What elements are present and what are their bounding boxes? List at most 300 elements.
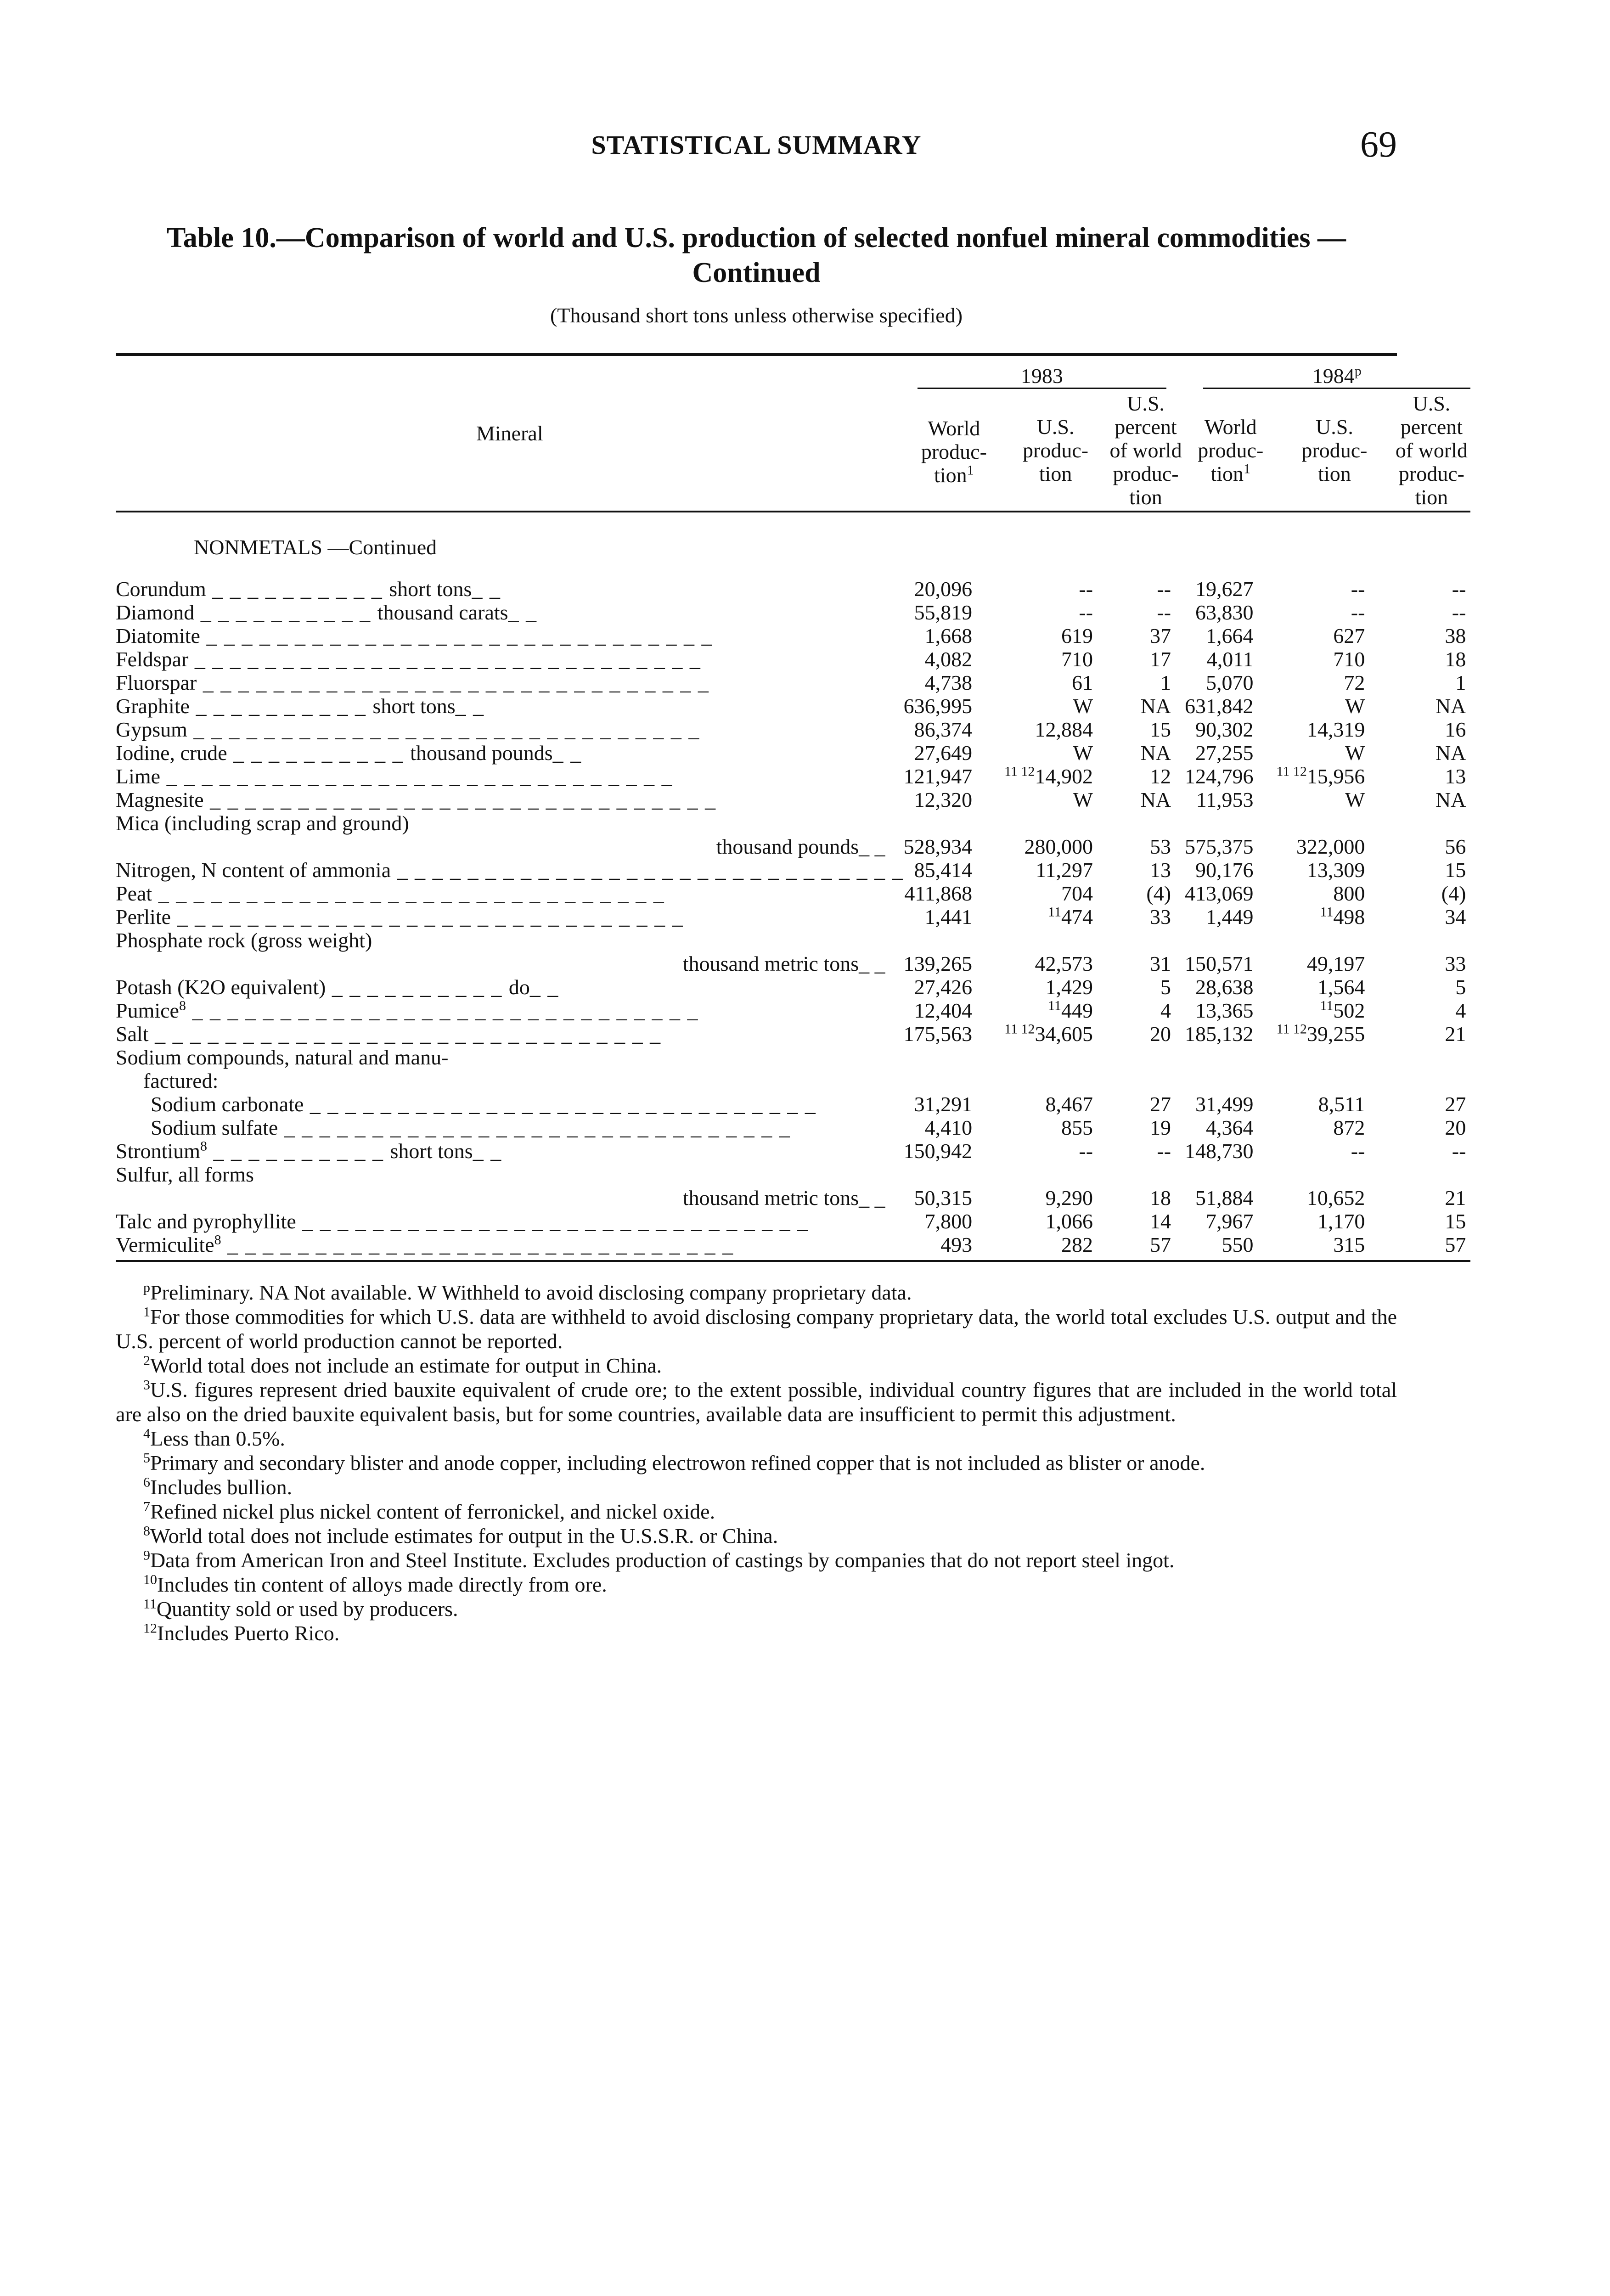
world-1983: 27,649	[914, 741, 973, 765]
mineral-unit: short tons	[372, 694, 456, 718]
mineral-unit: short tons	[390, 1139, 473, 1163]
footnote-mark: 11	[143, 1596, 157, 1612]
us-1983: W	[1073, 694, 1093, 718]
us-1984: W	[1345, 694, 1365, 718]
footnote-mark: 3	[143, 1377, 150, 1393]
pct-1983: 27	[1150, 1092, 1171, 1116]
footnote-text: Less than 0.5%.	[150, 1427, 285, 1450]
pct-1984: 13	[1445, 765, 1466, 788]
world-1983: 85,414	[914, 858, 973, 882]
pct-1984: 38	[1445, 624, 1466, 647]
mineral-name: Sodium carbonate	[151, 1092, 304, 1116]
pct-1983: 12	[1150, 765, 1171, 788]
mineral-cell	[116, 905, 904, 929]
leader-dots: _ _ _ _ _ _ _ _ _ _ _ _ _ _ _ _ _ _ _ _ _ _ _ _ _ _ _ _ _	[186, 999, 699, 1022]
world-1983: 636,995	[903, 694, 973, 718]
world-1984: 150,571	[1185, 952, 1254, 975]
table-row	[116, 765, 1470, 788]
us-1983: 42,573	[1035, 952, 1093, 975]
rows-group-f	[116, 1210, 1470, 1261]
world-1983: 4,410	[924, 1116, 973, 1139]
world-1984: 148,730	[1185, 1139, 1254, 1163]
pct-1984: 57	[1392, 1233, 1470, 1261]
us-1984: $^{11}$502	[1320, 998, 1365, 1022]
pct-1984: 4	[1455, 999, 1466, 1022]
table-row	[116, 577, 1470, 601]
world-1984: 1,449	[1206, 905, 1254, 929]
us-1983: 61	[1072, 671, 1093, 694]
us-1984: 872	[1333, 1116, 1365, 1139]
us-1984: W	[1345, 741, 1365, 765]
leader-dots: _ _ _ _ _ _ _ _ _ _ _ _ _ _ _ _ _ _ _ _ _ _ _ _ _ _ _ _ _	[278, 1116, 791, 1139]
us-1983: --	[1079, 601, 1093, 624]
leader-dots: _ _	[552, 741, 582, 765]
mineral-cell	[116, 1092, 904, 1116]
world-1984: 185,132	[1185, 1022, 1254, 1046]
pct-1983: 19	[1150, 1116, 1171, 1139]
leader-dots: _ _	[472, 577, 501, 601]
world-1983: 175,563	[903, 1022, 973, 1046]
footnote-text: Data from American Iron and Steel Institute. Excludes production of castings by companies that do not report steel ingot.	[150, 1548, 1175, 1572]
table-row	[116, 741, 1470, 765]
leader-dots: _ _ _ _ _ _ _ _ _ _ _ _ _ _ _ _ _ _ _ _ _ _ _ _ _ _ _ _ _	[221, 1233, 734, 1256]
table-title: Table 10.—Comparison of world and U.S. production of selected nonfuel mineral commodities —Continued	[167, 222, 1346, 288]
mineral-cell	[116, 1233, 904, 1261]
world-1983: 20,096	[914, 577, 973, 601]
pct-1984: 15	[1445, 858, 1466, 882]
us-1984: --	[1351, 1139, 1365, 1163]
footnote-text: For those commodities for which U.S. data are withheld to avoid disclosing company proprietary data, the world total excludes U.S. output and the U.S. percent of world production cannot be reported.	[116, 1305, 1397, 1353]
footnote	[116, 1572, 1397, 1597]
table-row	[116, 624, 1470, 647]
mineral-cell	[116, 718, 904, 741]
pct-1983: 31	[1150, 952, 1171, 975]
leader-dots: _ _ _ _ _ _ _ _ _ _	[194, 601, 377, 624]
leader-dots: _ _	[529, 975, 559, 999]
mineral-name: Vermiculite	[116, 1233, 214, 1256]
world-1983: 55,819	[914, 601, 973, 624]
mineral-name: Nitrogen, N content of ammonia	[116, 858, 391, 882]
us-1984: 800	[1333, 882, 1365, 905]
leader-dots: _ _ _ _ _ _ _ _ _ _ _ _ _ _ _ _ _ _ _ _ _ _ _ _ _ _ _ _ _	[296, 1210, 809, 1233]
mineral-cell	[116, 788, 904, 811]
world-1983: 1,441	[924, 905, 973, 929]
pct-1983: NA	[1140, 741, 1171, 765]
section-heading-row	[116, 512, 1470, 577]
world-1984: 631,842	[1185, 694, 1254, 718]
us-1984: $^{11 12}$15,956	[1276, 764, 1365, 788]
us-1983: 1,429	[1045, 975, 1093, 999]
leader-dots: _ _ _ _ _ _ _ _ _ _	[326, 975, 509, 999]
leader-dots: _ _ _ _ _ _ _ _ _ _ _ _ _ _ _ _ _ _ _ _ _ _ _ _ _ _ _ _ _	[152, 882, 665, 905]
footnote	[116, 1378, 1397, 1426]
us-1984: $^{11 12}$39,255	[1276, 1021, 1365, 1046]
pct-1983: --	[1157, 1139, 1171, 1163]
leader-dots: _ _	[473, 1139, 502, 1163]
mineral-cell	[116, 1022, 904, 1046]
leader-dots: _ _ _ _ _ _ _ _ _ _ _ _ _ _ _ _ _ _ _ _ _ _ _ _ _ _ _ _ _	[148, 1022, 662, 1046]
pct-1983: --	[1157, 577, 1171, 601]
mineral-name: Gypsum	[116, 718, 187, 741]
table-row	[116, 601, 1470, 624]
table-row	[116, 694, 1470, 718]
mineral-name: Perlite	[116, 905, 171, 929]
pct-1983: 5	[1160, 975, 1171, 999]
rows-group-c	[116, 975, 1470, 1046]
mineral-unit: thousand metric tons_ _	[682, 1186, 885, 1210]
table-row	[116, 1233, 1470, 1261]
world-1983: 27,426	[914, 975, 973, 999]
table-row	[116, 1210, 1470, 1233]
mineral-name: Salt	[116, 1022, 149, 1046]
table-row	[116, 1022, 1470, 1046]
mineral-cell	[116, 1210, 904, 1233]
leader-dots: _ _ _ _ _ _ _ _ _ _	[227, 741, 411, 765]
pct-1984: 34	[1445, 905, 1466, 929]
footnote-text: World total does not include estimates for output in the U.S.S.R. or China.	[150, 1524, 778, 1548]
footnote-mark: p	[143, 1280, 150, 1295]
footnote-text: Preliminary. NA Not available. W Withheld to avoid disclosing company proprietary data.	[150, 1281, 912, 1304]
world-1984: 413,069	[1185, 882, 1254, 905]
table-row	[116, 671, 1470, 694]
us-1983: 855	[1061, 1116, 1093, 1139]
world-1983: 4,082	[924, 647, 973, 671]
footnote-mark: 7	[143, 1499, 150, 1514]
mineral-name: Lime	[116, 765, 161, 788]
us-1984: 1,564	[1317, 975, 1365, 999]
leader-dots: _ _ _ _ _ _ _ _ _ _ _ _ _ _ _ _ _ _ _ _ _ _ _ _ _ _ _ _ _	[171, 905, 684, 929]
pct-1984: 21	[1445, 1186, 1466, 1210]
us-1984: 322,000	[1296, 835, 1365, 858]
footnote-text: World total does not include an estimate for output in China.	[150, 1354, 662, 1377]
world-1984: 550	[1185, 1233, 1277, 1261]
mineral-name: Diamond	[116, 601, 195, 624]
world-1984: 1,664	[1206, 624, 1254, 647]
table-row	[116, 905, 1470, 929]
footnote	[116, 1353, 1397, 1378]
footnote-mark: 8	[143, 1523, 150, 1539]
leader-dots: _ _ _ _ _ _ _ _ _ _	[189, 694, 373, 718]
footnote-mark: 6	[143, 1474, 150, 1490]
table-row	[116, 1139, 1470, 1163]
table-row	[116, 1186, 1470, 1210]
table-header	[116, 356, 1470, 512]
table-units-note: (Thousand short tons unless otherwise specified)	[550, 304, 963, 327]
world-1984: 63,830	[1195, 601, 1254, 624]
footnote-text: Includes tin content of alloys made directly from ore.	[157, 1573, 607, 1596]
mineral-name: Diatomite	[116, 624, 200, 647]
mineral-name: Fluorspar	[116, 671, 197, 694]
leader-dots: _ _ _ _ _ _ _ _ _ _ _ _ _ _ _ _ _ _ _ _ _ _ _ _ _ _ _ _ _	[160, 765, 673, 788]
footnote-mark: 8	[214, 1233, 221, 1248]
table-row	[116, 999, 1470, 1022]
mineral-name: Sodium compounds, natural and manu-	[116, 1046, 449, 1069]
mineral-name: Iodine, crude	[116, 741, 227, 765]
table-row	[116, 858, 1470, 882]
pct-1984: 33	[1445, 952, 1466, 975]
us-1983: W	[1073, 788, 1093, 811]
us-1984: 72	[1344, 671, 1365, 694]
world-1983: 7,800	[924, 1210, 973, 1233]
col-header-us-1983: U.S. produc- tion	[1004, 392, 1107, 512]
world-1984: 7,967	[1206, 1210, 1254, 1233]
pct-1983: 4	[1160, 999, 1171, 1022]
us-1984: --	[1351, 601, 1365, 624]
running-title: STATISTICAL SUMMARY	[591, 130, 922, 160]
table-row	[116, 975, 1470, 999]
pct-1983: 57	[1107, 1233, 1185, 1261]
page-number: 69	[1360, 124, 1397, 165]
table-row	[116, 1046, 1470, 1069]
us-1983: W	[1073, 741, 1093, 765]
footnote-text: Includes Puerto Rico.	[157, 1621, 340, 1645]
mineral-cell	[116, 999, 904, 1022]
footnote	[116, 1499, 1397, 1524]
mineral-cell	[116, 1116, 904, 1139]
footnote-mark: 11 12	[1004, 1021, 1035, 1037]
pct-1983: 20	[1150, 1022, 1171, 1046]
footnote	[116, 1621, 1397, 1645]
mineral-name: Magnesite	[116, 788, 204, 811]
us-1983: 704	[1061, 882, 1093, 905]
footnote-text: Includes bullion.	[150, 1475, 293, 1499]
us-1984: $^{11}$498	[1320, 904, 1365, 929]
col-group-1984: 1984$^p$	[1185, 356, 1470, 392]
pct-1984: --	[1452, 1139, 1466, 1163]
footnote	[116, 1451, 1397, 1475]
table-row	[116, 788, 1470, 811]
mineral-unit: short tons	[389, 577, 472, 601]
pct-1983: (4)	[1146, 882, 1171, 905]
table-row	[116, 1069, 1470, 1092]
leader-dots: _ _ _ _ _ _ _ _ _ _ _ _ _ _ _ _ _ _ _ _ _ _ _ _ _ _ _ _ _	[200, 624, 713, 647]
col-header-us-1984: U.S. produc- tion	[1277, 392, 1393, 512]
mineral-unit: thousand metric tons_ _	[682, 952, 885, 975]
world-1984: 13,365	[1195, 999, 1254, 1022]
leader-dots: _ _ _ _ _ _ _ _ _ _	[207, 1139, 390, 1163]
col-header-pct-1984: U.S. percent of world produc- tion	[1392, 392, 1470, 512]
footnote-mark: 11	[1048, 998, 1062, 1013]
mineral-unit: thousand pounds_ _	[716, 835, 885, 858]
mineral-name: Sodium sulfate	[151, 1116, 278, 1139]
pct-1984: 5	[1455, 975, 1466, 999]
footnote	[116, 1597, 1397, 1621]
col-group-1983: 1983	[904, 356, 1185, 392]
footnote-mark: 8	[200, 1139, 208, 1154]
world-1984: 90,302	[1195, 718, 1254, 741]
world-1984: 51,884	[1195, 1186, 1254, 1210]
mineral-name: Pumice	[116, 999, 179, 1022]
us-1983: 9,290	[1045, 1186, 1093, 1210]
document-page	[116, 124, 1468, 1645]
us-1983: 282	[1004, 1233, 1107, 1261]
table-row	[116, 952, 1470, 975]
mineral-cell	[116, 601, 904, 624]
pct-1983: 15	[1150, 718, 1171, 741]
pct-1984: --	[1452, 601, 1466, 624]
pct-1983: 1	[1160, 671, 1171, 694]
mineral-name-cont: factured:	[143, 1069, 219, 1092]
world-1983: 1,668	[924, 624, 973, 647]
us-1984: 627	[1333, 624, 1365, 647]
rows-group-phosphate	[116, 929, 1470, 975]
footnote-mark: 1	[143, 1304, 150, 1320]
mineral-cell	[116, 858, 904, 882]
leader-dots: _ _	[455, 694, 485, 718]
pct-1983: 17	[1150, 647, 1171, 671]
us-1984: 315	[1277, 1233, 1393, 1261]
us-1984: W	[1345, 788, 1365, 811]
mineral-cell	[116, 577, 904, 601]
footnotes	[116, 1280, 1397, 1645]
us-1983: 710	[1061, 647, 1093, 671]
footnote	[116, 1280, 1397, 1305]
world-1984: 5,070	[1206, 671, 1254, 694]
mineral-name: Feldspar	[116, 647, 189, 671]
table-row	[116, 1092, 1470, 1116]
table-row	[116, 811, 1470, 835]
world-1984: 28,638	[1195, 975, 1254, 999]
footnote-mark: 11 12	[1276, 764, 1307, 779]
us-1983: $^{11}$474	[1048, 904, 1093, 929]
mineral-cell	[116, 1139, 904, 1163]
rows-group-d	[116, 1092, 1470, 1139]
world-1984: 4,011	[1206, 647, 1254, 671]
world-1983: 31,291	[914, 1092, 973, 1116]
col-header-world-1983: World produc- tion$^1$	[904, 392, 1005, 512]
world-1983: 411,868	[904, 882, 973, 905]
table-body	[116, 512, 1470, 577]
us-1984: 10,652	[1306, 1186, 1365, 1210]
mineral-unit: thousand pounds	[410, 741, 553, 765]
us-1983: 1,066	[1045, 1210, 1093, 1233]
rows-group-a	[116, 577, 1470, 811]
pct-1984: 20	[1445, 1116, 1466, 1139]
footnote-mark: 10	[143, 1572, 157, 1587]
rows-group-mica	[116, 811, 1470, 858]
us-1983: --	[1079, 1139, 1093, 1163]
footnote-text: Refined nickel plus nickel content of ferronickel, and nickel oxide.	[150, 1500, 715, 1523]
table-row	[116, 718, 1470, 741]
footnote	[116, 1548, 1397, 1572]
us-1983: 619	[1061, 624, 1093, 647]
footnote	[116, 1426, 1397, 1451]
us-1984: 49,197	[1306, 952, 1365, 975]
pct-1984: NA	[1435, 741, 1466, 765]
world-1983: 139,265	[903, 952, 973, 975]
mineral-name: Graphite	[116, 694, 190, 718]
world-1983: 12,320	[914, 788, 973, 811]
footnote-mark: 11 12	[1004, 764, 1035, 779]
leader-dots: _ _ _ _ _ _ _ _ _ _ _ _ _ _ _ _ _ _ _ _ _ _ _ _ _ _ _ _ _	[203, 788, 717, 811]
rows-group-e	[116, 1139, 1470, 1163]
pct-1984: 56	[1445, 835, 1466, 858]
pct-1983: 33	[1150, 905, 1171, 929]
pct-1984: 21	[1445, 1022, 1466, 1046]
world-1984: 4,364	[1206, 1116, 1254, 1139]
production-table	[116, 356, 1470, 1262]
table-row	[116, 1163, 1470, 1186]
mineral-cell	[116, 624, 904, 647]
leader-dots: _ _ _ _ _ _ _ _ _ _ _ _ _ _ _ _ _ _ _ _ _ _ _ _ _ _ _ _ _	[304, 1092, 816, 1116]
world-1984: 31,499	[1195, 1092, 1254, 1116]
mineral-unit: thousand carats	[377, 601, 508, 624]
pct-1983: 14	[1150, 1210, 1171, 1233]
footnote	[116, 1305, 1397, 1353]
pct-1984: 16	[1445, 718, 1466, 741]
footnote-text: U.S. figures represent dried bauxite equivalent of crude ore; to the extent possible, individual country figures that are included in the world total are also on the dried bauxite equivalent basis, but for some countries, available data are insufficient to permit this adjustment.	[116, 1378, 1397, 1426]
pct-1983: 37	[1150, 624, 1171, 647]
world-1983: 50,315	[914, 1186, 973, 1210]
mineral-name: Peat	[116, 882, 152, 905]
mineral-cell	[116, 975, 904, 999]
table-row	[116, 1116, 1470, 1139]
pct-1983: 53	[1150, 835, 1171, 858]
mineral-name: Potash (K2O equivalent)	[116, 975, 326, 999]
us-1983: $^{11}$449	[1048, 998, 1093, 1022]
us-1984: 710	[1333, 647, 1365, 671]
pct-1983: --	[1157, 601, 1171, 624]
pct-1984: (4)	[1441, 882, 1466, 905]
world-1983: 12,404	[914, 999, 973, 1022]
mineral-name: Corundum	[116, 577, 206, 601]
pct-1984: 15	[1445, 1210, 1466, 1233]
running-header	[116, 124, 1397, 174]
us-1984: --	[1351, 577, 1365, 601]
footnote-mark: 11	[1320, 904, 1334, 920]
pct-1983: 18	[1150, 1186, 1171, 1210]
leader-dots: _ _ _ _ _ _ _ _ _ _ _ _ _ _ _ _ _ _ _ _ _ _ _ _ _ _ _ _ _	[188, 647, 701, 671]
mineral-cell	[116, 694, 904, 718]
us-1984: 14,319	[1306, 718, 1365, 741]
mineral-name: Strontium	[116, 1139, 201, 1163]
mineral-cell	[116, 882, 904, 905]
table-row	[116, 929, 1470, 952]
world-1983: 86,374	[914, 718, 973, 741]
us-1983: --	[1079, 577, 1093, 601]
world-1984: 124,796	[1185, 765, 1254, 788]
table-row	[116, 647, 1470, 671]
pct-1984: NA	[1435, 694, 1466, 718]
rows-group-sodium	[116, 1046, 1470, 1092]
mineral-name: Talc and pyrophyllite	[116, 1210, 296, 1233]
world-1984: 19,627	[1195, 577, 1254, 601]
footnote-mark: 4	[143, 1426, 150, 1441]
us-1983: $^{11 12}$34,605	[1004, 1021, 1093, 1046]
col-header-pct-1983: U.S. percent of world produc- tion	[1107, 392, 1185, 512]
us-1984: 1,170	[1317, 1210, 1365, 1233]
world-1983: 4,738	[924, 671, 973, 694]
pct-1984: 27	[1445, 1092, 1466, 1116]
section-heading: NONMETALS —Continued	[194, 535, 437, 559]
us-1984: 13,309	[1306, 858, 1365, 882]
world-1984: 11,953	[1196, 788, 1254, 811]
leader-dots: _ _ _ _ _ _ _ _ _ _	[206, 577, 389, 601]
pct-1984: 18	[1445, 647, 1466, 671]
table-row	[116, 882, 1470, 905]
footnote-mark: 5	[143, 1450, 150, 1466]
mineral-name: Mica (including scrap and ground)	[116, 811, 409, 835]
us-1983: 12,884	[1035, 718, 1093, 741]
footnote-mark: 11	[1048, 904, 1062, 920]
leader-dots: _ _ _ _ _ _ _ _ _ _ _ _ _ _ _ _ _ _ _ _ _ _ _ _ _ _ _ _ _	[187, 718, 700, 741]
pct-1984: NA	[1435, 788, 1466, 811]
world-1983: 528,934	[903, 835, 973, 858]
mineral-name: Phosphate rock (gross weight)	[116, 929, 372, 952]
table-row	[116, 835, 1470, 858]
pct-1983: NA	[1140, 694, 1171, 718]
mineral-cell	[116, 765, 904, 788]
